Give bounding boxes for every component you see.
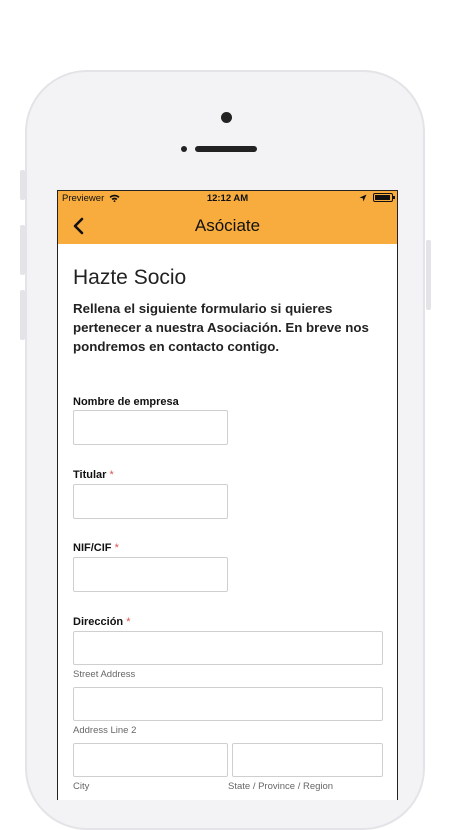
app-screen — [57, 190, 398, 800]
battery-icon — [373, 193, 393, 202]
titular-input[interactable] — [73, 484, 228, 519]
street-address-input[interactable] — [73, 631, 383, 665]
empresa-input[interactable] — [73, 410, 228, 445]
city-input[interactable] — [73, 743, 228, 777]
page-title: Asóciate — [194, 216, 261, 235]
carrier-text: Previewer — [62, 193, 105, 204]
address-line2-input[interactable] — [73, 687, 383, 721]
nif-label — [73, 542, 119, 554]
empresa-label — [73, 396, 179, 408]
address-line2-caption: Address Line 2 — [73, 725, 137, 736]
direccion-label-text: Dirección — [73, 616, 124, 628]
titular-label-text: Titular — [73, 469, 107, 481]
nif-input[interactable] — [73, 557, 228, 592]
required-mark: * — [109, 469, 114, 481]
status-right — [359, 193, 393, 202]
location-arrow-icon — [359, 194, 367, 202]
volume-down-button — [20, 290, 25, 340]
required-mark: * — [114, 542, 119, 554]
status-bar — [58, 191, 397, 207]
empresa-label-text: Nombre de empresa — [73, 396, 179, 408]
required-mark: * — [126, 616, 131, 628]
titular-label — [73, 469, 114, 481]
status-time: 12:12 AM — [206, 193, 249, 204]
volume-up-button — [20, 225, 25, 275]
direccion-label — [73, 616, 130, 628]
state-input[interactable] — [232, 743, 383, 777]
form-heading: Hazte Socio — [73, 266, 187, 289]
mute-switch — [20, 170, 25, 200]
city-caption: City — [73, 781, 90, 792]
earpiece-speaker — [195, 146, 257, 152]
power-button — [426, 240, 431, 310]
form-intro: Rellena el siguiente formulario si quieres pertenecer a nuestra Asociación. En breve nos pondremos en contacto contigo. — [73, 301, 369, 354]
navigation-bar — [58, 207, 397, 244]
state-caption: State / Province / Region — [228, 781, 334, 792]
proximity-sensor — [181, 146, 187, 152]
street-address-caption: Street Address — [73, 669, 136, 680]
front-camera — [221, 112, 232, 123]
nif-label-text: NIF/CIF — [73, 542, 112, 554]
